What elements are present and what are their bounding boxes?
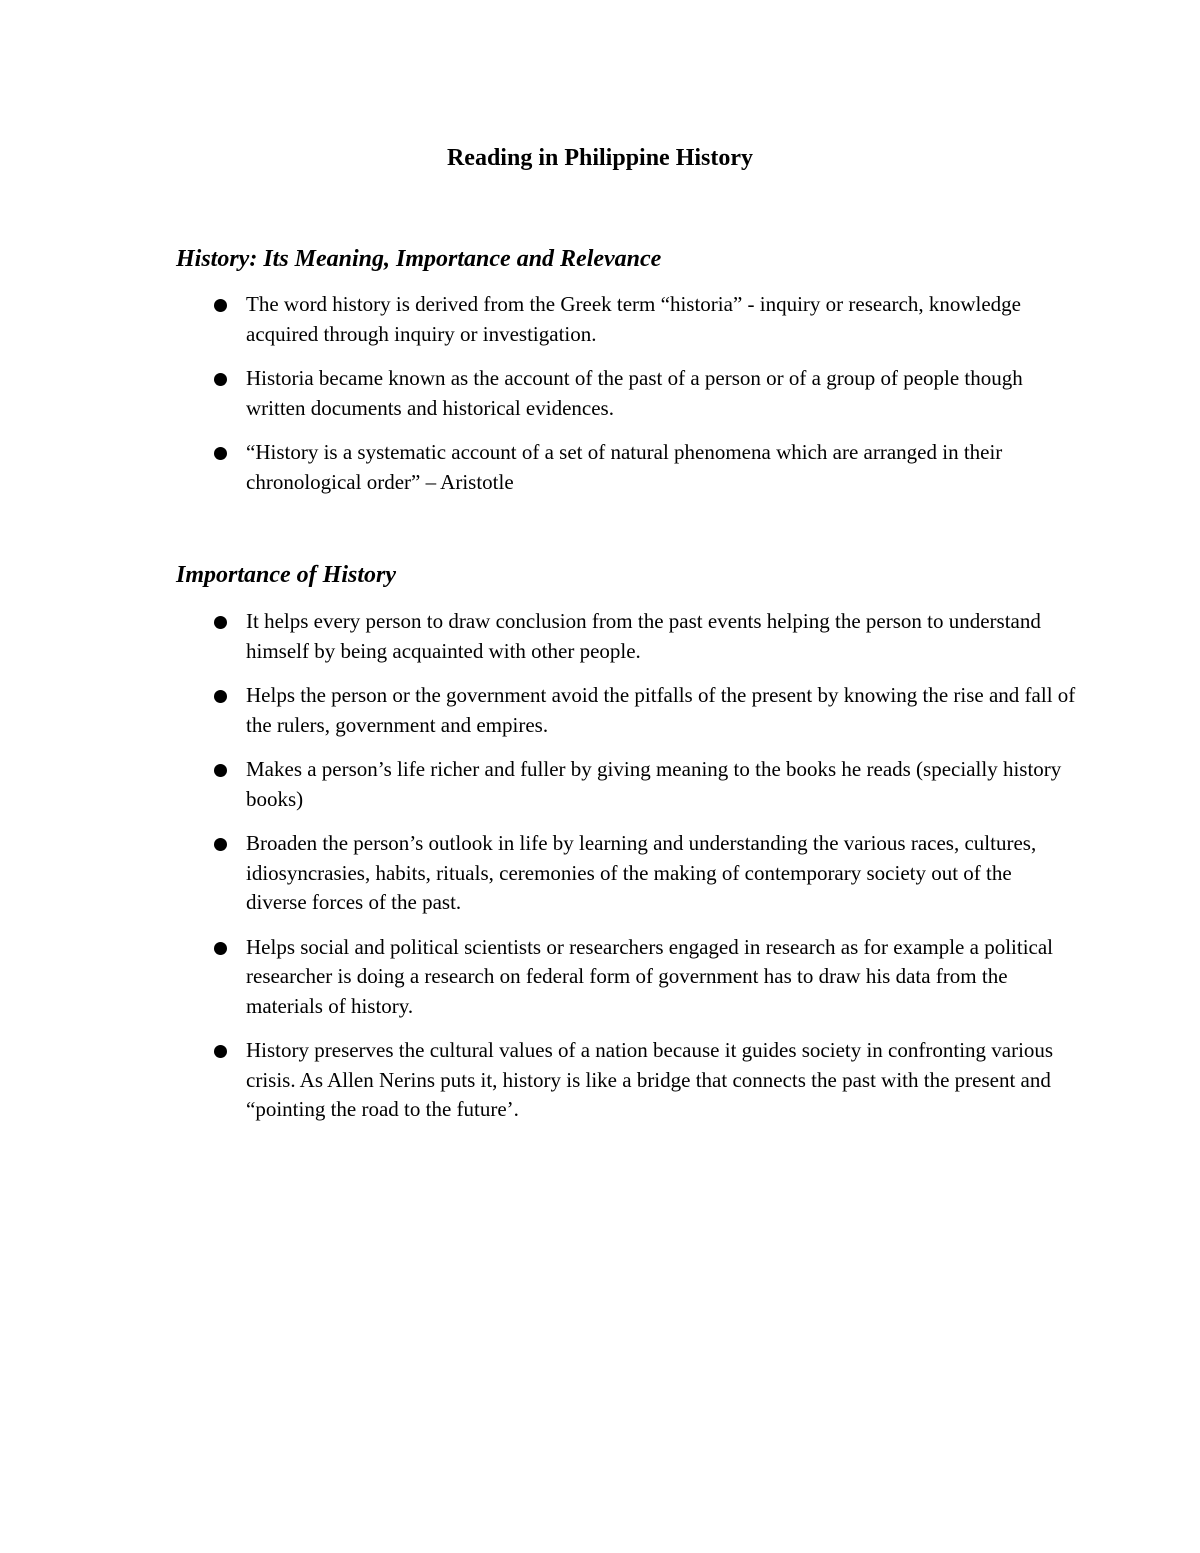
list-item-text: Broaden the person’s outlook in life by learning and understanding the various races, cultures, idiosyncrasies, habits, rituals, ceremonies of the making of contemporary society out of the diverse forces of the past. (246, 831, 1037, 914)
list-item-text: “History is a systematic account of a set of natural phenomena which are arranged in their chronological order” – Aristotle (246, 440, 1003, 494)
bullet-icon (214, 690, 227, 703)
list-item (176, 829, 1076, 918)
bullet-icon (214, 616, 227, 629)
list-item (176, 681, 1076, 740)
list-item (176, 438, 1076, 497)
list-item-text: Helps the person or the government avoid the pitfalls of the present by knowing the rise and fall of the rulers, government and empires. (246, 683, 1076, 737)
list-item (176, 290, 1076, 349)
list-item-text: It helps every person to draw conclusion from the past events helping the person to understand himself by being acquainted with other people. (246, 609, 1041, 663)
bullet-icon (214, 838, 227, 851)
bullet-icon (214, 447, 227, 460)
list-item (176, 1036, 1076, 1125)
list-item-text: History preserves the cultural values of a nation because it guides society in confronting various crisis. As Allen Nerins puts it, history is like a bridge that connects the past with the present and “pointing the road to the future’. (246, 1038, 1054, 1121)
list-item (176, 607, 1076, 666)
bullet-icon (214, 373, 227, 386)
list-item-text: Helps social and political scientists or researchers engaged in research as for example a political researcher is doing a research on federal form of government has to draw his data from the materials of history. (246, 934, 1054, 1018)
list-item (176, 933, 1076, 1022)
list-item-text: Makes a person’s life richer and fuller by giving meaning to the books he reads (specially history books) (246, 757, 1062, 811)
document-title: Reading in Philippine History (446, 145, 754, 171)
list-item-text: The word history is derived from the Greek term “historia” - inquiry or research, knowledge acquired through inquiry or investigation. (246, 292, 1021, 346)
list-item-text: Historia became known as the account of the past of a person or of a group of people though written documents and historical evidences. (246, 366, 1023, 420)
bullet-icon (214, 764, 227, 777)
section-heading-meaning: History: Its Meaning, Importance and Relevance (176, 246, 662, 272)
bullet-list-importance (176, 607, 1076, 1140)
section-heading-importance: Importance of History (176, 562, 396, 588)
list-item (176, 755, 1076, 814)
bullet-icon (214, 1045, 227, 1058)
bullet-icon (214, 942, 227, 955)
bullet-list-meaning (176, 290, 1076, 512)
bullet-icon (214, 299, 227, 312)
list-item (176, 364, 1076, 423)
